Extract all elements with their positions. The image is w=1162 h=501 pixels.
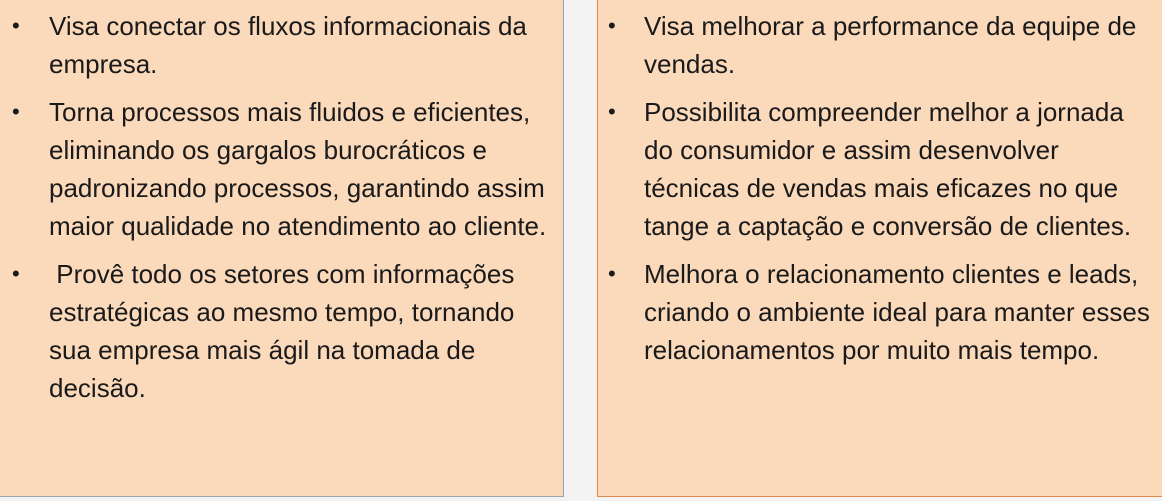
right-bullet-list xyxy=(598,7,1162,369)
list-item xyxy=(598,7,1162,83)
list-item xyxy=(598,255,1162,369)
list-item xyxy=(0,255,563,407)
bullet-icon: • xyxy=(12,261,20,286)
bullet-icon: • xyxy=(608,99,616,124)
bullet-icon: • xyxy=(12,13,20,38)
bullet-icon: • xyxy=(608,13,616,38)
list-item-text: Possibilita compreender melhor a jornada do consumidor e assim desenvolver técnicas de vendas mais eficazes no que tange a captação e conversão de clientes. xyxy=(644,97,1132,241)
list-item-text: Visa melhorar a performance da equipe de vendas. xyxy=(644,11,1137,79)
left-bullet-list xyxy=(0,7,563,407)
list-item-text: Torna processos mais fluidos e eficientes, eliminando os gargalos burocráticos e padronizando processos, garantindo assim maior qualidade no atendimento ao cliente. xyxy=(49,97,547,241)
list-item-text: Melhora o relacionamento clientes e leads, criando o ambiente ideal para manter esses relacionamentos por muito mais tempo. xyxy=(644,259,1150,365)
list-item xyxy=(0,7,563,83)
bullet-icon: • xyxy=(608,261,616,286)
list-item-text: Provê todo os setores com informações estratégicas ao mesmo tempo, tornando sua empresa mais ágil na tomada de decisão. xyxy=(49,259,522,403)
right-text-box[interactable] xyxy=(597,0,1162,497)
list-item xyxy=(0,93,563,245)
left-text-box[interactable] xyxy=(0,0,564,497)
list-item-text: Visa conectar os fluxos informacionais da empresa. xyxy=(49,11,527,79)
list-item xyxy=(598,93,1162,245)
bullet-icon: • xyxy=(12,99,20,124)
